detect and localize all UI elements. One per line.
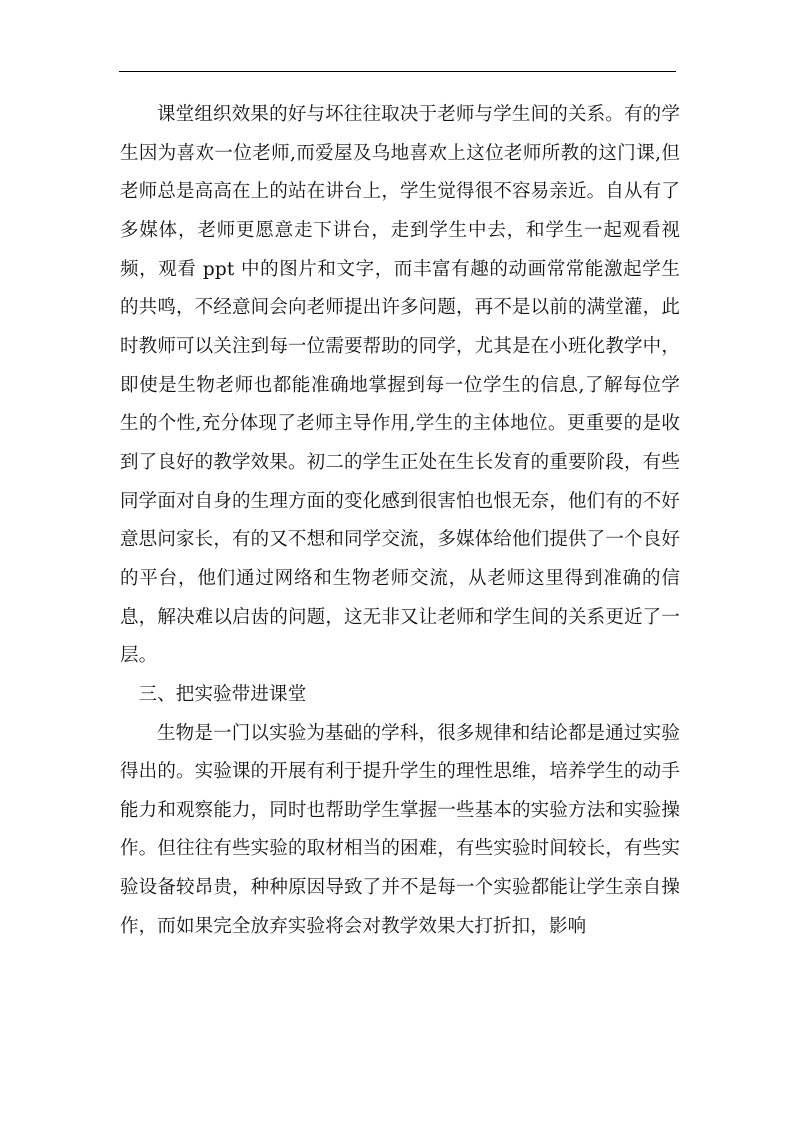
body-text	[120, 96, 680, 946]
paragraph-experiments: 生物是一门以实验为基础的学科，很多规律和结论都是通过实验得出的。实验课的开展有利于提升学生的理性思维，培养学生的动手能力和观察能力，同时也帮助学生掌握一些基本的实验方法和实验操作。但往往有些实验的取材相当的困难，有些实验时间较长，有些实验设备较昂贵，种种原因导致了并不是每一个实验都能让学生亲自操作，而如果完全放弃实验将会对教学效果大打折扣，影响	[120, 722, 680, 937]
section-heading-experiments: 三、把实验带进课堂	[138, 683, 307, 705]
paragraph-teacher-student-relationship: 课堂组织效果的好与坏往往取决于老师与学生间的关系。有的学生因为喜欢一位老师,而爱屋及乌地喜欢上这位老师所教的这门课,但老师总是高高在上的站在讲台上，学生觉得很不容易亲近。自从有了多媒体，老师更愿意走下讲台，走到学生中去，和学生一起观看视频，观看 ppt 中的图片和文字，而丰富有趣的动画常常能激起学生的共鸣，不经意间会向老师提出许多问题，再不是以前的满堂灌，此时教师可以关注到每一位需要帮助的同学，尤其是在小班化教学中，即使是生物老师也都能准确地掌握到每一位学生的信息,了解每位学生的个性,充分体现了老师主导作用,学生的主体地位。更重要的是收到了良好的教学效果。初二的学生正处在生长发育的重要阶段，有些同学面对自身的生理方面的变化感到很害怕也恨无奈，他们有的不好意思问家长，有的又不想和同学交流，多媒体给他们提供了一个良好的平台，他们通过网络和生物老师交流，从老师这里得到准确的信息，解决难以启齿的问题，这无非又让老师和学生间的关系更近了一层。	[120, 104, 680, 667]
header-rule	[119, 71, 676, 72]
